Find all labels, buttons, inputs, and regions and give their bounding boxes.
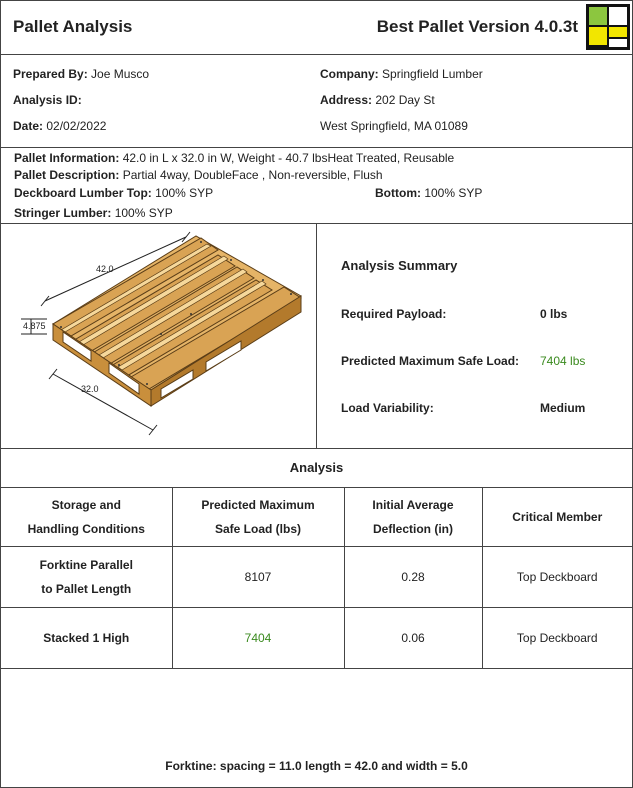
length-dimension-label: 42.0 xyxy=(96,264,114,274)
vertical-divider xyxy=(316,224,317,448)
row-safe-load: 7404 xyxy=(172,608,344,669)
column-header-conditions: Storage and Handling Conditions xyxy=(1,487,172,547)
version-label: Best Pallet Version 4.0.3t xyxy=(376,17,578,36)
pallet-information: Pallet Information: 42.0 in L x 32.0 in W, Weight - 40.7 lbsHeat Treated, Reusable xyxy=(14,151,455,165)
row-condition: Forktine Parallel to Pallet Length xyxy=(1,547,172,608)
company: Company: Springfield Lumber xyxy=(320,67,483,81)
deckboard-lumber-bottom: Bottom: 100% SYP xyxy=(375,186,483,200)
page-title: Pallet Analysis xyxy=(13,17,133,36)
summary-title: Analysis Summary xyxy=(341,258,458,273)
drawing-and-summary xyxy=(1,224,632,449)
deckboard-lumber-top: Deckboard Lumber Top: 100% SYP xyxy=(14,186,214,200)
load-variability-value: Medium xyxy=(540,401,586,415)
best-pallet-logo-icon xyxy=(585,3,631,51)
row-critical-member: Top Deckboard xyxy=(482,608,632,669)
row-critical-member: Top Deckboard xyxy=(482,547,632,608)
column-header-critical-member: Critical Member xyxy=(482,487,632,547)
pallet-description: Pallet Description: Partial 4way, DoubleFace , Non-reversible, Flush xyxy=(14,168,383,182)
table-row xyxy=(1,608,632,669)
pallet-info xyxy=(1,148,632,224)
table-row xyxy=(1,547,632,608)
stringer-lumber: Stringer Lumber: 100% SYP xyxy=(14,206,173,220)
report-header xyxy=(1,1,632,55)
max-safe-load-value: 7404 lbs xyxy=(540,354,586,368)
address-line-2: West Springfield, MA 01089 xyxy=(320,119,468,133)
required-payload-value: 0 lbs xyxy=(540,307,568,321)
report-date: Date: 02/02/2022 xyxy=(13,119,107,133)
table-header-row xyxy=(1,487,632,547)
analysis-id: Analysis ID: xyxy=(13,93,82,107)
max-safe-load-label: Predicted Maximum Safe Load: xyxy=(341,354,520,368)
row-safe-load: 8107 xyxy=(172,547,344,608)
width-dimension-label: 32.0 xyxy=(81,384,99,394)
load-variability-label: Load Variability: xyxy=(341,401,434,415)
analysis-section-title: Analysis xyxy=(1,449,632,488)
analysis-table xyxy=(1,487,632,669)
row-condition: Stacked 1 High xyxy=(1,608,172,669)
row-deflection: 0.06 xyxy=(344,608,482,669)
required-payload-label: Required Payload: xyxy=(341,307,447,321)
pallet-drawing xyxy=(1,224,316,448)
address: Address: 202 Day St xyxy=(320,93,435,107)
forktine-summary: Forktine: spacing = 11.0 length = 42.0 and width = 5.0 xyxy=(165,759,468,773)
column-header-deflection: Initial Average Deflection (in) xyxy=(344,487,482,547)
prepared-by: Prepared By: Joe Musco xyxy=(13,67,150,81)
report-meta xyxy=(1,55,632,148)
column-header-safe-load: Predicted Maximum Safe Load (lbs) xyxy=(172,487,344,547)
height-dimension-label: 4.875 xyxy=(23,321,46,331)
row-deflection: 0.28 xyxy=(344,547,482,608)
